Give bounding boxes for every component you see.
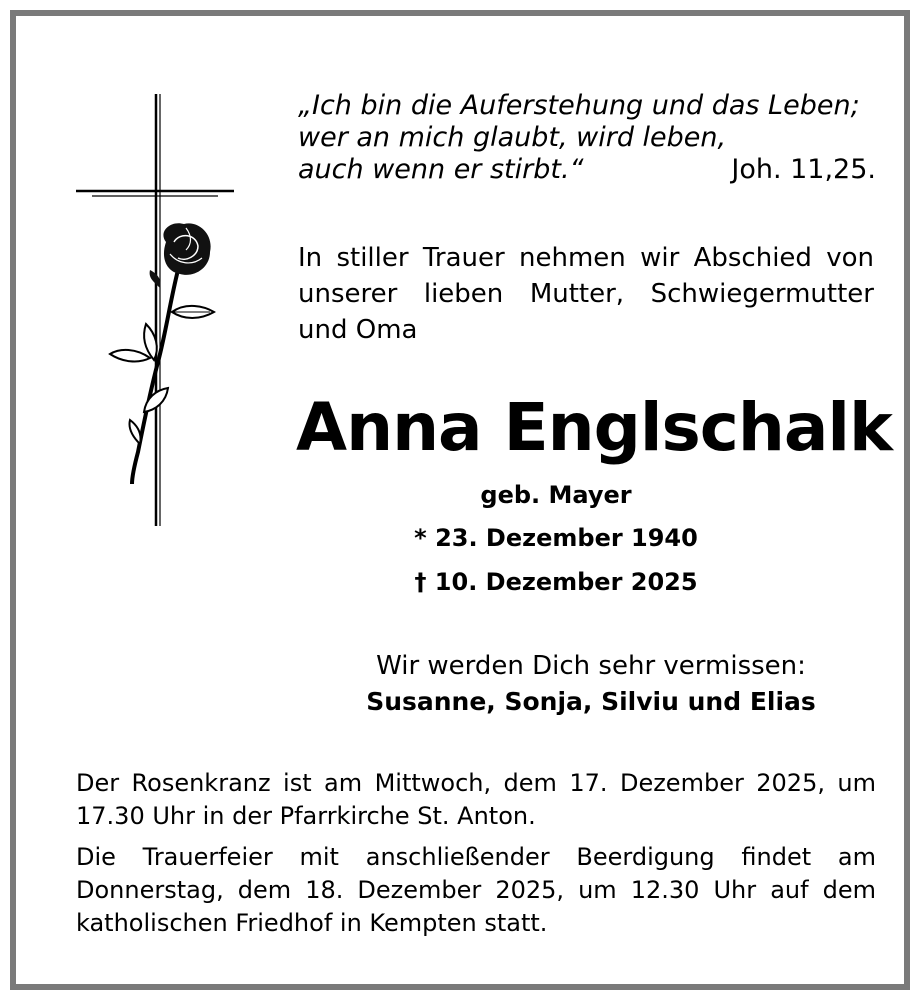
service-details — [76, 767, 876, 948]
cross-with-rose-icon — [74, 92, 236, 528]
quote-line: wer an mich glaubt, wird leben, — [298, 122, 727, 153]
obituary-frame — [10, 10, 910, 990]
funeral-notice: Die Trauerfeier mit anschließender Beerdigung findet am Donnerstag, dem 18. Dezember 2025, um 12.30 Uhr auf dem katholischen Friedhof in Kempten statt. — [76, 843, 876, 937]
death-date: † 10. Dezember 2025 — [414, 568, 698, 596]
mourner-names: Susanne, Sonja, Silviu und Elias — [366, 687, 816, 716]
farewell-block — [336, 648, 846, 720]
deceased-name: Anna Englschalk — [296, 389, 892, 466]
bible-quote — [298, 90, 878, 186]
mourning-intro: In stiller Trauer nehmen wir Abschied von unserer lieben Mutter, Schwiegermutter und Oma — [298, 243, 874, 345]
quote-line: auch wenn er stirbt.“ — [298, 154, 584, 185]
rosary-notice: Der Rosenkranz ist am Mittwoch, dem 17. Dezember 2025, um 17.30 Uhr in der Pfarrkirche St. Anton. — [76, 769, 876, 830]
birth-name: geb. Mayer — [480, 481, 632, 509]
quote-reference: Joh. 11,25. — [731, 154, 876, 185]
birth-date: * 23. Dezember 1940 — [414, 524, 698, 552]
farewell-line: Wir werden Dich sehr vermissen: — [376, 651, 806, 681]
quote-line: „Ich bin die Auferstehung und das Leben; — [298, 90, 860, 121]
